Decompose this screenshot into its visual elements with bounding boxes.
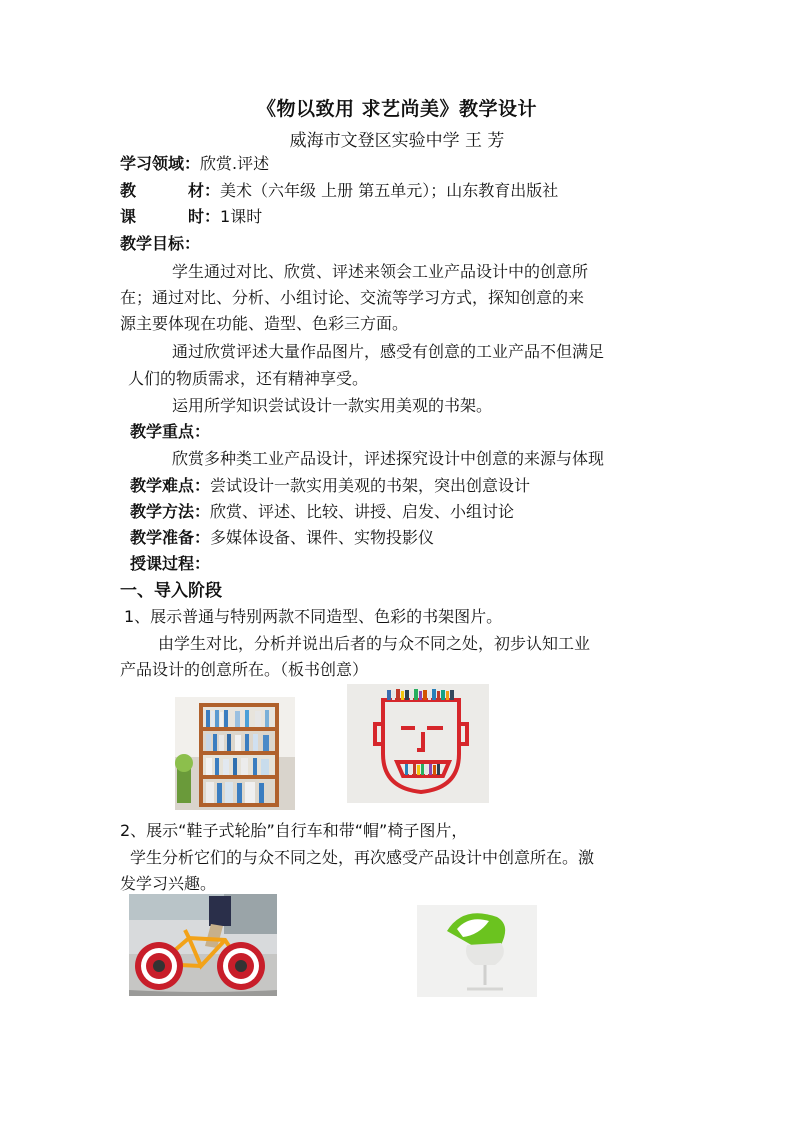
difficulty-text: 尝试设计一款实用美观的书架，突出创意设计 <box>210 476 531 495</box>
field-value: 欣赏.评述 <box>200 154 270 173</box>
hours-label-2: 时： <box>188 207 221 226</box>
field-row <box>120 153 269 175</box>
field-label: 学习领域： <box>120 154 201 173</box>
methods-text: 欣赏、评述、比较、讲授、启发、小组讨论 <box>210 502 515 521</box>
process-heading: 授课过程： <box>130 554 211 573</box>
ordinary-bookshelf-photo <box>175 697 295 810</box>
goals-p1-line1: 学生通过对比、欣赏、评述来领会工业产品设计中的创意所 <box>172 262 589 281</box>
stage1-heading: 一、导入阶段 <box>120 581 222 601</box>
item1-para-line2: 产品设计的创意所在。（板书创意） <box>120 660 369 679</box>
material-label-2: 材： <box>188 181 221 200</box>
difficulty-label: 教学难点： <box>130 476 211 495</box>
material-label-1: 教 <box>120 181 137 200</box>
item2-para-line2: 发学习兴趣。 <box>120 874 217 893</box>
author-line: 威海市文登区实验中学 王 芳 <box>289 131 505 151</box>
goals-p2-line2: 人们的物质需求，还有精神享受。 <box>128 369 369 388</box>
prep-text: 多媒体设备、课件、实物投影仪 <box>210 528 435 547</box>
material-row <box>120 180 558 202</box>
item1-text: 1、展示普通与特别两款不同造型、色彩的书架图片。 <box>124 607 503 626</box>
methods-label: 教学方法： <box>130 502 211 521</box>
material-value: 美术（六年级 上册 第五单元）；山东教育出版社 <box>220 181 559 200</box>
key-text: 欣赏多种类工业产品设计，评述探究设计中创意的来源与体现 <box>172 449 605 468</box>
hours-row <box>120 206 262 228</box>
hours-value: 1课时 <box>220 207 263 226</box>
goals-p3-line1: 运用所学知识尝试设计一款实用美观的书架。 <box>172 396 493 415</box>
shoe-wheel-bicycle-photo <box>129 894 277 996</box>
document-title: 《物以致用 求艺尚美》教学设计 <box>256 98 538 120</box>
difficulty-row <box>130 475 530 497</box>
methods-row <box>130 501 514 523</box>
prep-label: 教学准备： <box>130 528 211 547</box>
item2-para-line1: 学生分析它们的与众不同之处，再次感受产品设计中创意所在。激 <box>130 848 595 867</box>
item2-text: 2、展示“鞋子式轮胎”自行车和带“帽”椅子图片， <box>120 821 468 840</box>
face-bookshelf-photo <box>347 684 489 803</box>
goals-p1-line3: 源主要体现在功能、造型、色彩三方面。 <box>120 314 409 333</box>
goals-p2-line1: 通过欣赏评述大量作品图片，感受有创意的工业产品不但满足 <box>172 342 605 361</box>
key-heading: 教学重点： <box>130 422 211 441</box>
hours-label-1: 课 <box>120 207 137 226</box>
goals-p1-line2: 在；通过对比、分析、小组讨论、交流等学习方式，探知创意的来 <box>120 288 585 307</box>
prep-row <box>130 527 434 549</box>
goals-heading: 教学目标： <box>120 234 201 253</box>
item1-para-line1: 由学生对比，分析并说出后者的与众不同之处，初步认知工业 <box>158 634 591 653</box>
hat-chair-photo <box>417 905 537 997</box>
